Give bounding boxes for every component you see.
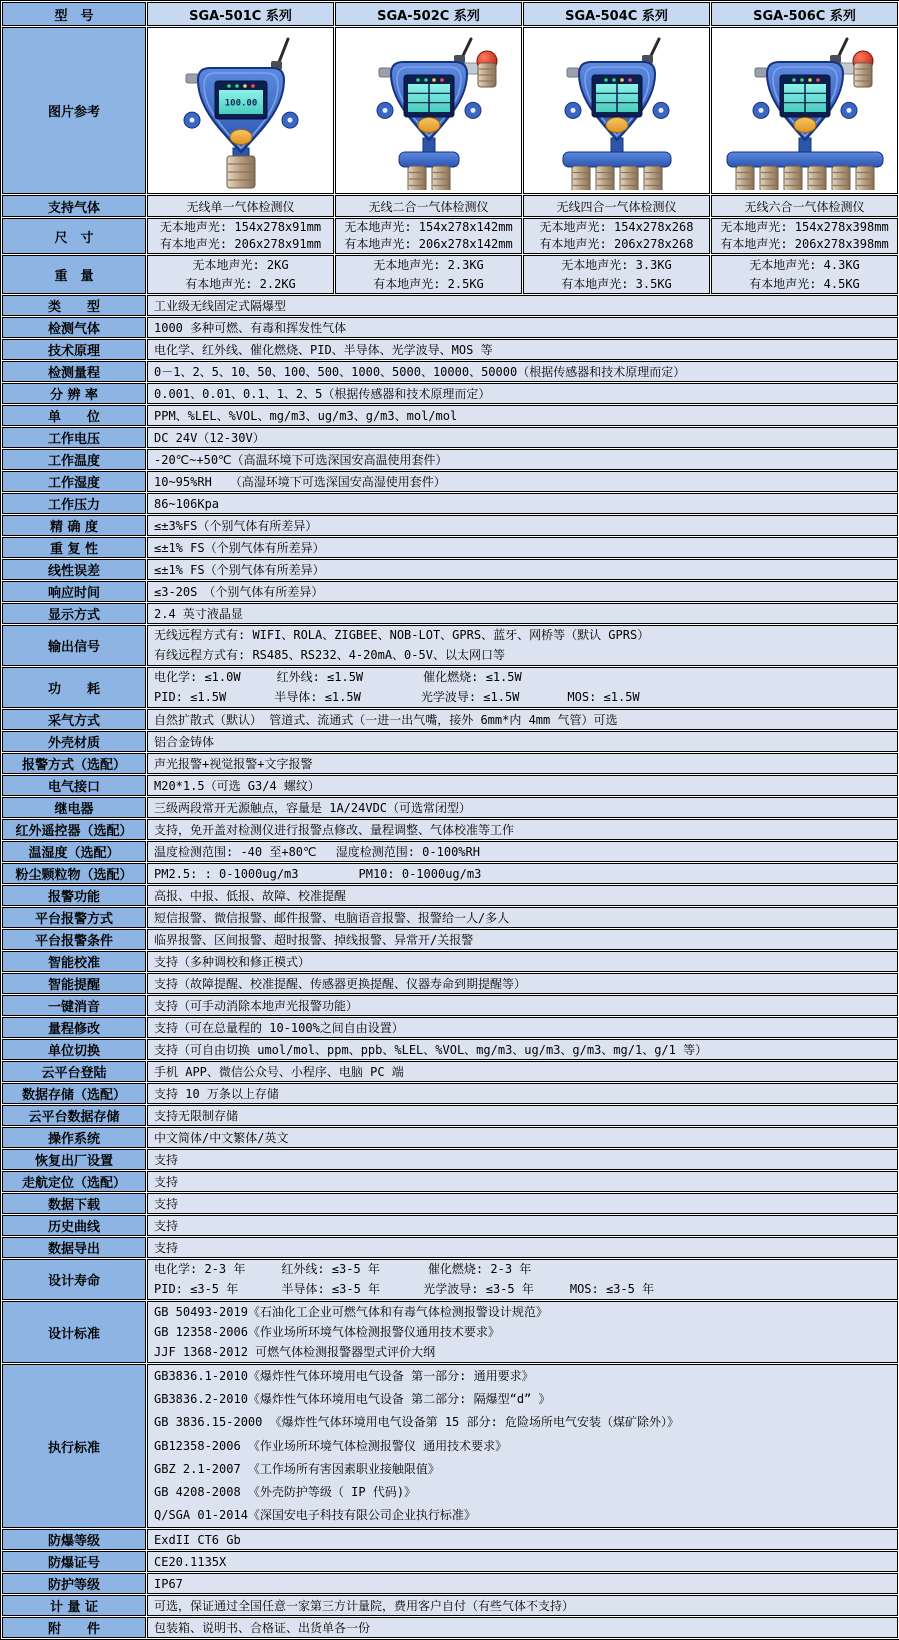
spec-value-line: 支持（可在总量程的 10-100%之间自由设置） <box>154 1020 404 1035</box>
spec-row-value <box>147 929 898 950</box>
spec-row-label: 线性误差 <box>2 559 146 580</box>
spec-row-value <box>147 537 898 558</box>
spec-row-value <box>147 515 898 536</box>
weight-line: 无本地声光: 4.3KG <box>749 258 860 272</box>
spec-row-label: 云平台登陆 <box>2 1061 146 1082</box>
spec-value-line: 高报、中报、低报、故障、校准提醒 <box>154 888 347 903</box>
spec-row-value <box>147 559 898 580</box>
device-illustration-sga-502c <box>336 32 522 190</box>
spec-row <box>2 1061 898 1082</box>
spec-row-value <box>147 819 898 840</box>
spec-value-line: 电化学、红外线、催化燃烧、PID、半导体、光学波导、MOS 等 <box>154 342 493 357</box>
device-button <box>606 117 628 132</box>
spec-value-line: 三级两段常开无源触点，容量是 1A/24VDC（可选常闭型） <box>154 800 472 815</box>
spec-row-label: 数据下载 <box>2 1193 146 1214</box>
lcd-screen <box>592 75 642 117</box>
spec-row <box>2 361 898 382</box>
spec-row <box>2 625 898 666</box>
spec-value-line: CE20.1135X <box>154 1554 227 1569</box>
spec-value-line: 支持 <box>154 1196 179 1211</box>
lcd-screen <box>404 75 454 117</box>
spec-row-value <box>147 1215 898 1236</box>
spec-row <box>2 515 898 536</box>
spec-row-label: 智能提醒 <box>2 973 146 994</box>
spec-row <box>2 427 898 448</box>
spec-row-label: 检测量程 <box>2 361 146 382</box>
spec-row-value <box>147 1551 898 1572</box>
spec-row <box>2 603 898 624</box>
spec-row <box>2 493 898 514</box>
spec-row-value <box>147 427 898 448</box>
spec-row-label: 走航定位（选配） <box>2 1171 146 1192</box>
size-line: 无本地声光: 154x278x142mm <box>344 220 513 234</box>
spec-row-label: 单位切换 <box>2 1039 146 1060</box>
spec-row-label: 一键消音 <box>2 995 146 1016</box>
device-image-sga-502c <box>335 27 522 194</box>
spec-row <box>2 1105 898 1126</box>
spec-row-value <box>147 581 898 602</box>
spec-row <box>2 295 898 316</box>
spec-row-label: 设计标准 <box>2 1301 146 1363</box>
size-line: 有本地声光: 206x278x142mm <box>344 237 513 251</box>
spec-value-line: 工业级无线固定式隔爆型 <box>154 298 287 313</box>
spec-row-value <box>147 753 898 774</box>
spec-row-label: 重 复 性 <box>2 537 146 558</box>
spec-row-label: 显示方式 <box>2 603 146 624</box>
spec-row-value <box>147 383 898 404</box>
spec-row-label: 工作压力 <box>2 493 146 514</box>
antenna-icon <box>271 39 288 70</box>
size-line: 无本地声光: 154x278x268 <box>539 220 694 234</box>
device-button <box>794 117 816 132</box>
spec-row <box>2 405 898 426</box>
size-line: 无本地声光: 154x278x398mm <box>720 220 889 234</box>
spec-row <box>2 885 898 906</box>
spec-row-label: 检测气体 <box>2 317 146 338</box>
spec-row-value <box>147 709 898 730</box>
size-cell <box>523 218 710 254</box>
spec-row <box>2 1617 898 1638</box>
device-image-sga-501c <box>147 27 334 194</box>
spec-value-line: GB3836.2-2010《爆炸性气体环境用电气设备 第二部分: 隔爆型“d” 》 <box>154 1392 551 1407</box>
spec-row <box>2 449 898 470</box>
spec-value-line: 温度检测范围: -40 至+80℃ 湿度检测范围: 0-100%RH <box>154 844 480 859</box>
spec-row <box>2 1529 898 1550</box>
spec-row <box>2 1573 898 1594</box>
spec-row <box>2 1193 898 1214</box>
gas-type-cell: 无线二合一气体检测仪 <box>335 195 522 217</box>
spec-value-line: 支持 <box>154 1152 179 1167</box>
spec-row-label: 防护等级 <box>2 1573 146 1594</box>
weight-row-label: 重 量 <box>2 255 146 294</box>
spec-row-label: 防爆证号 <box>2 1551 146 1572</box>
spec-row <box>2 383 898 404</box>
spec-row-label: 历史曲线 <box>2 1215 146 1236</box>
spec-value-line: 支持 10 万条以上存储 <box>154 1086 279 1101</box>
spec-value-line: 支持（可自由切换 umol/mol、ppm、ppb、%LEL、%VOL、mg/m3、ug/m3、g/m3、mg/1、g/1 等） <box>154 1042 708 1057</box>
spec-value-line: GB 12358-2006《作业场所环境气体检测报警仪通用技术要求》 <box>154 1325 500 1339</box>
antenna-icon <box>454 39 471 64</box>
spec-value-line: 支持 <box>154 1218 179 1233</box>
spec-value-line: 支持 <box>154 1240 179 1255</box>
spec-row-label: 类 型 <box>2 295 146 316</box>
spec-row-value <box>147 625 898 666</box>
spec-row <box>2 1039 898 1060</box>
spec-row <box>2 819 898 840</box>
spec-row-label: 响应时间 <box>2 581 146 602</box>
weight-cell <box>147 255 334 294</box>
photo-row <box>2 27 898 194</box>
spec-row-label: 报警方式（选配） <box>2 753 146 774</box>
spec-row-value <box>147 1617 898 1638</box>
spec-row <box>2 1127 898 1148</box>
spec-row-value <box>147 1193 898 1214</box>
spec-row <box>2 1237 898 1258</box>
spec-row-value <box>147 471 898 492</box>
spec-row-label: 工作电压 <box>2 427 146 448</box>
spec-row <box>2 929 898 950</box>
spec-value-line: 可选，保证通过全国任意一家第三方计量院，费用客户自付（有些气体不支持） <box>154 1598 575 1613</box>
spec-row <box>2 907 898 928</box>
spec-row-value <box>147 1573 898 1594</box>
device-button <box>418 117 440 132</box>
spec-row <box>2 863 898 884</box>
spec-row <box>2 995 898 1016</box>
spec-value-line: Q/SGA 01-2014《深国安电子科技有限公司企业执行标准》 <box>154 1508 476 1523</box>
spec-row-value <box>147 1595 898 1616</box>
spec-value-line: GB 3836.15-2000 《爆炸性气体环境用电气设备第 15 部分: 危险场所电气安装（煤矿除外）》 <box>154 1415 679 1430</box>
spec-row-value <box>147 841 898 862</box>
size-line: 有本地声光: 206x278x91mm <box>159 237 322 251</box>
spec-row-label: 设计寿命 <box>2 1259 146 1300</box>
spec-row <box>2 1551 898 1572</box>
spec-value-line: -20℃~+50℃（高温环境下可选深国安高温使用套件） <box>154 452 448 467</box>
spec-row-label: 平台报警条件 <box>2 929 146 950</box>
size-line: 有本地声光: 206x278x398mm <box>720 237 889 251</box>
spec-value-line: PPM、%LEL、%VOL、mg/m3、ug/m3、g/m3、mol/mol <box>154 408 458 423</box>
spec-row <box>2 667 898 708</box>
spec-row <box>2 1301 898 1363</box>
spec-row <box>2 471 898 492</box>
spec-value-line: ≤±1% FS（个别气体有所差异） <box>154 540 325 555</box>
spec-row-value <box>147 493 898 514</box>
alarm-beacon-icon <box>465 51 497 87</box>
spec-row-value <box>147 885 898 906</box>
spec-value-line: 0－1、2、5、10、50、100、500、1000、5000、10000、50000（根据传感器和技术原理而定） <box>154 364 686 379</box>
spec-value-line: 支持，免开盖对检测仪进行报警点修改、量程调整、气体校准等工作 <box>154 822 515 837</box>
weight-line: 有本地声光: 4.5KG <box>749 276 860 291</box>
device-illustration-sga-501c <box>148 32 334 190</box>
weight-line: 有本地声光: 2.2KG <box>185 276 296 291</box>
spec-row-value <box>147 1301 898 1363</box>
spec-row-label: 粉尘颗粒物（选配） <box>2 863 146 884</box>
spec-value-line: PID: ≤1.5W 半导体: ≤1.5W 光学波导: ≤1.5W MOS: ≤1.5W <box>154 689 640 704</box>
weight-cell <box>523 255 710 294</box>
spec-value-line: DC 24V（12-30V） <box>154 430 265 445</box>
spec-row <box>2 797 898 818</box>
spec-row <box>2 709 898 730</box>
spec-row-label: 外壳材质 <box>2 731 146 752</box>
spec-row-label: 功 耗 <box>2 667 146 708</box>
weight-line: 有本地声光: 2.5KG <box>373 276 484 291</box>
spec-row-label: 红外遥控器（选配） <box>2 819 146 840</box>
spec-row-label: 云平台数据存储 <box>2 1105 146 1126</box>
weight-cell <box>335 255 522 294</box>
spec-row-value <box>147 1149 898 1170</box>
spec-row-value <box>147 1017 898 1038</box>
size-cell <box>335 218 522 254</box>
spec-row-value <box>147 1127 898 1148</box>
spec-row-value <box>147 995 898 1016</box>
spec-value-line: 支持（多种调校和修正模式） <box>154 954 311 969</box>
spec-row-value <box>147 361 898 382</box>
spec-row-label: 平台报警方式 <box>2 907 146 928</box>
spec-row-value <box>147 667 898 708</box>
antenna-icon <box>642 39 659 64</box>
lcd-screen <box>215 81 267 119</box>
spec-value-line: 1000 多种可燃、有毒和挥发性气体 <box>154 320 347 335</box>
weight-row <box>2 255 898 294</box>
spec-row <box>2 775 898 796</box>
spec-row-value <box>147 449 898 470</box>
spec-row-value <box>147 1061 898 1082</box>
spec-row <box>2 1083 898 1104</box>
spec-value-line: JJF 1368-2012 可燃气体检测报警器型式评价大纲 <box>154 1345 436 1359</box>
spec-row-label: 单 位 <box>2 405 146 426</box>
spec-row-label: 防爆等级 <box>2 1529 146 1550</box>
spec-value-line: 10~95%RH （高湿环境下可选深国安高湿使用套件） <box>154 474 446 489</box>
spec-value-line: 自然扩散式（默认） 管道式、流通式（一进一出气嘴，接外 6mm*内 4mm 气管）可选 <box>154 712 618 727</box>
spec-row-value <box>147 951 898 972</box>
model-header-sga-502c: SGA-502C 系列 <box>335 2 522 26</box>
spec-value-line: GBZ 2.1-2007 《工作场所有害因素职业接触限值》 <box>154 1461 440 1476</box>
spec-row <box>2 1595 898 1616</box>
weight-cell <box>711 255 898 294</box>
spec-row-value <box>147 295 898 316</box>
spec-value-line: 无线远程方式有: WIFI、ROLA、ZIGBEE、NOB-LOT、GPRS、蓝牙、网桥等（默认 GPRS） <box>154 628 650 642</box>
spec-row-value <box>147 731 898 752</box>
spec-value-line: 中文简体/中文繁体/英文 <box>154 1130 289 1145</box>
spec-value-line: 包装箱、说明书、合格证、出货单各一份 <box>154 1620 371 1635</box>
spec-value-line: 2.4 英寸液晶显 <box>154 606 243 621</box>
gas-type-cell: 无线四合一气体检测仪 <box>523 195 710 217</box>
spec-row <box>2 951 898 972</box>
spec-row-label: 工作温度 <box>2 449 146 470</box>
spec-row <box>2 1259 898 1300</box>
spec-row <box>2 581 898 602</box>
spec-row-label: 附 件 <box>2 1617 146 1638</box>
spec-value-line: GB3836.1-2010《爆炸性气体环境用电气设备 第一部分: 通用要求》 <box>154 1369 534 1383</box>
spec-row-value <box>147 1171 898 1192</box>
spec-row-value <box>147 973 898 994</box>
spec-row-label: 执行标准 <box>2 1364 146 1528</box>
spec-row <box>2 1364 898 1528</box>
spec-row-value <box>147 603 898 624</box>
spec-row-value <box>147 1259 898 1300</box>
spec-row <box>2 753 898 774</box>
spec-value-line: GB 4208-2008 《外壳防护等级（ IP 代码)》 <box>154 1485 417 1500</box>
spec-row <box>2 537 898 558</box>
device-image-sga-506c <box>711 27 898 194</box>
spec-value-line: 86~106Kpa <box>154 496 220 511</box>
spec-value-line: ≤3-20S （个别气体有所差异） <box>154 584 324 599</box>
spec-row-label: 数据导出 <box>2 1237 146 1258</box>
spec-value-line: 0.001、0.01、0.1、1、2、5（根据传感器和技术原理而定） <box>154 386 491 401</box>
spec-row-label: 精 确 度 <box>2 515 146 536</box>
spec-row-label: 采气方式 <box>2 709 146 730</box>
spec-row <box>2 1017 898 1038</box>
spec-row-label: 分 辨 率 <box>2 383 146 404</box>
spec-row <box>2 1149 898 1170</box>
device-illustration-sga-504c <box>524 32 710 190</box>
spec-value-line: IP67 <box>154 1576 183 1591</box>
spec-value-line: 铝合金铸体 <box>154 734 215 749</box>
spec-value-line: 临界报警、区间报警、超时报警、掉线报警、异常开/关报警 <box>154 932 474 947</box>
model-header-sga-504c: SGA-504C 系列 <box>523 2 710 26</box>
spec-row-label: 技术原理 <box>2 339 146 360</box>
spec-row-value <box>147 1105 898 1126</box>
size-row <box>2 218 898 254</box>
weight-line: 无本地声光: 2.3KG <box>373 258 484 272</box>
spec-value-line: 支持（可手动消除本地声光报警功能） <box>154 998 359 1013</box>
spec-row-value <box>147 775 898 796</box>
photo-row-label: 图片参考 <box>2 27 146 194</box>
spec-row <box>2 559 898 580</box>
spec-row <box>2 317 898 338</box>
spec-row-label: 继电器 <box>2 797 146 818</box>
spec-row-label: 恢复出厂设置 <box>2 1149 146 1170</box>
spec-row-label: 数据存储（选配） <box>2 1083 146 1104</box>
spec-row <box>2 841 898 862</box>
antenna-icon <box>830 39 847 64</box>
size-line: 有本地声光: 206x278x268 <box>539 237 694 251</box>
spec-value-line: PID: ≤3-5 年 半导体: ≤3-5 年 光学波导: ≤3-5 年 MOS: ≤3-5 年 <box>154 1281 655 1296</box>
weight-line: 无本地声光: 2KG <box>192 258 289 272</box>
spec-value-line: 有线远程方式有: RS485、RS232、4-20mA、0-5V、以太网口等 <box>154 647 505 662</box>
spec-value-line: ≤±1% FS（个别气体有所差异） <box>154 562 325 577</box>
model-header-row <box>2 2 898 26</box>
spec-value-line: 短信报警、微信报警、邮件报警、电脑语音报警、报警给一人/多人 <box>154 910 510 925</box>
spec-row-value <box>147 797 898 818</box>
spec-row-value <box>147 907 898 928</box>
model-header-sga-501c: SGA-501C 系列 <box>147 2 334 26</box>
spec-row-value <box>147 339 898 360</box>
size-row-label: 尺 寸 <box>2 218 146 254</box>
spec-row <box>2 339 898 360</box>
spec-row-label: 电气接口 <box>2 775 146 796</box>
spec-row-label: 输出信号 <box>2 625 146 666</box>
spec-value-line: 电化学: 2-3 年 红外线: ≤3-5 年 催化燃烧: 2-3 年 <box>154 1262 532 1276</box>
size-cell <box>711 218 898 254</box>
spec-value-line: GB12358-2006 《作业场所环境气体检测报警仪 通用技术要求》 <box>154 1438 508 1453</box>
size-line: 无本地声光: 154x278x91mm <box>159 220 322 234</box>
spec-value-line: ExdII CT6 Gb <box>154 1532 241 1547</box>
spec-value-line: 声光报警+视觉报警+文字报警 <box>154 756 313 771</box>
alarm-beacon-icon <box>841 51 873 87</box>
gas-type-cell: 无线六合一气体检测仪 <box>711 195 898 217</box>
weight-line: 无本地声光: 3.3KG <box>561 258 672 272</box>
spec-row-label: 操作系统 <box>2 1127 146 1148</box>
weight-line: 有本地声光: 3.5KG <box>561 276 672 291</box>
corner-cell: 型 号 <box>2 2 146 26</box>
spec-row-label: 工作湿度 <box>2 471 146 492</box>
spec-row <box>2 1171 898 1192</box>
lcd-screen <box>780 75 830 117</box>
spec-row-value <box>147 1039 898 1060</box>
device-illustration-sga-506c <box>712 32 898 190</box>
spec-value-line: PM2.5: : 0-1000ug/m3 PM10: 0-1000ug/m3 <box>154 866 482 881</box>
spec-row-label: 智能校准 <box>2 951 146 972</box>
spec-row-value <box>147 317 898 338</box>
spec-row-label: 计 量 证 <box>2 1595 146 1616</box>
spec-row-value <box>147 405 898 426</box>
supported-gas-row <box>2 195 898 217</box>
model-header-sga-506c: SGA-506C 系列 <box>711 2 898 26</box>
spec-value-line: ≤±3%FS（个别气体有所差异） <box>154 518 318 533</box>
spec-row-value <box>147 1237 898 1258</box>
spec-value-line: 手机 APP、微信公众号、小程序、电脑 PC 端 <box>154 1064 404 1079</box>
spec-row-value <box>147 1529 898 1550</box>
spec-row-label: 量程修改 <box>2 1017 146 1038</box>
spec-value-line: 支持（故障提醒、校准提醒、传感器更换提醒、仪器寿命到期提醒等） <box>154 976 527 991</box>
spec-row <box>2 973 898 994</box>
gas-type-cell: 无线单一气体检测仪 <box>147 195 334 217</box>
spec-row-value <box>147 1083 898 1104</box>
device-image-sga-504c <box>523 27 710 194</box>
spec-row <box>2 1215 898 1236</box>
spec-row-value <box>147 1364 898 1528</box>
spec-value-line: M20*1.5（可选 G3/4 螺纹） <box>154 778 320 793</box>
spec-value-line: 电化学: ≤1.0W 红外线: ≤1.5W 催化燃烧: ≤1.5W <box>154 670 522 684</box>
spec-row-label: 温湿度（选配） <box>2 841 146 862</box>
svg-text:100.00: 100.00 <box>224 98 258 108</box>
size-cell <box>147 218 334 254</box>
spec-row-label: 报警功能 <box>2 885 146 906</box>
gas-row-label: 支持气体 <box>2 195 146 217</box>
spec-value-line: 支持无限制存储 <box>154 1108 239 1123</box>
spec-row <box>2 731 898 752</box>
spec-value-line: 支持 <box>154 1174 179 1189</box>
device-button <box>230 129 252 144</box>
spec-value-line: GB 50493-2019《石油化工企业可燃气体和有毒气体检测报警设计规范》 <box>154 1305 548 1319</box>
spec-row-value <box>147 863 898 884</box>
